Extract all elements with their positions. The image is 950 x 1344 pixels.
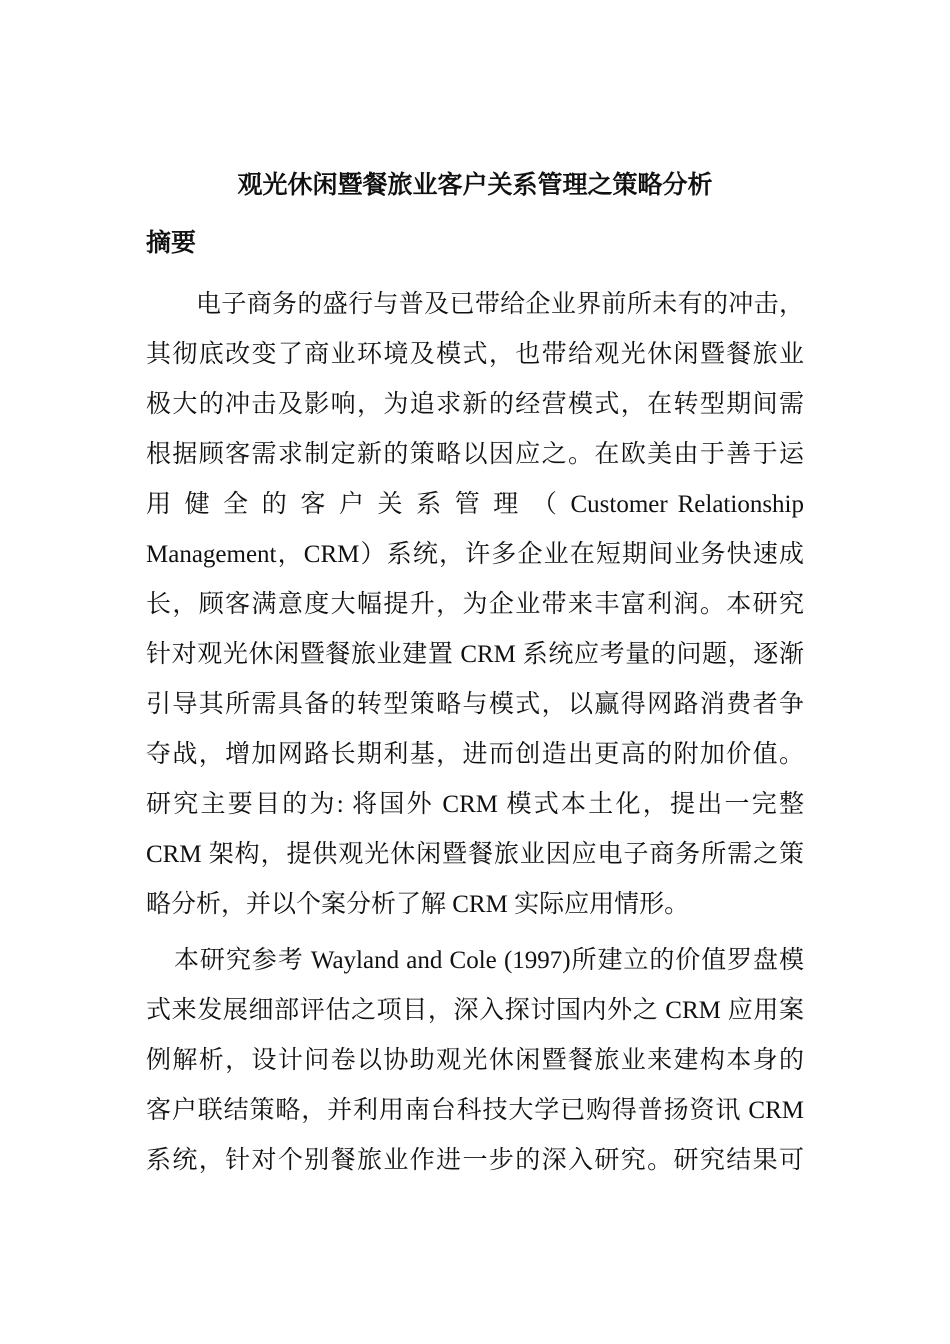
paragraph-line: 引导其所需具备的转型策略与模式，以赢得网路消费者争 (146, 691, 804, 718)
paragraph-line: 研究主要目的为: 将国外 CRM 模式本土化，提出一完整 (146, 791, 804, 818)
document-title: 观光休闲暨餐旅业客户关系管理之策略分析 (237, 172, 713, 199)
paragraph-line: 用 健 全 的 客 户 关 系 管 理 （ Customer Relationship (146, 491, 804, 518)
abstract-paragraph-1 (146, 280, 804, 930)
paragraph-line: 客户联结策略，并利用南台科技大学已购得普扬资讯 CRM (146, 1097, 804, 1124)
paragraph-line: 例解析，设计问卷以协助观光休闲暨餐旅业来建构本身的 (146, 1047, 804, 1074)
paragraph-line: 电子商务的盛行与普及已带给企业界前所未有的冲击， (196, 291, 804, 318)
paragraph-line: 本研究参考 Wayland and Cole (1997)所建立的价值罗盘模 (174, 947, 804, 974)
paragraph-line: 极大的冲击及影响，为追求新的经营模式，在转型期间需 (146, 391, 804, 418)
paragraph-line: 其彻底改变了商业环境及模式，也带给观光休闲暨餐旅业 (146, 341, 804, 368)
paragraph-line: 式来发展细部评估之项目，深入探讨国内外之 CRM 应用案 (146, 997, 804, 1024)
paragraph-line: 略分析，并以个案分析了解 CRM 实际应用情形。 (146, 891, 690, 918)
paragraph-line: 长，顾客满意度大幅提升，为企业带来丰富利润。本研究 (146, 591, 804, 618)
paragraph-line: 系统，针对个别餐旅业作进一步的深入研究。研究结果可 (146, 1147, 804, 1174)
paragraph-line: 夺战，增加网路长期利基，进而创造出更高的附加价值。 (146, 741, 804, 768)
paragraph-line: 针对观光休闲暨餐旅业建置 CRM 系统应考量的问题，逐渐 (146, 641, 804, 668)
paragraph-line: CRM 架构，提供观光休闲暨餐旅业因应电子商务所需之策 (146, 841, 804, 868)
abstract-heading: 摘要 (146, 230, 197, 257)
abstract-paragraph-2 (146, 936, 804, 1186)
paragraph-line: Management，CRM）系统，许多企业在短期间业务快速成 (146, 541, 804, 568)
paragraph-line: 根据顾客需求制定新的策略以因应之。在欧美由于善于运 (146, 441, 804, 468)
